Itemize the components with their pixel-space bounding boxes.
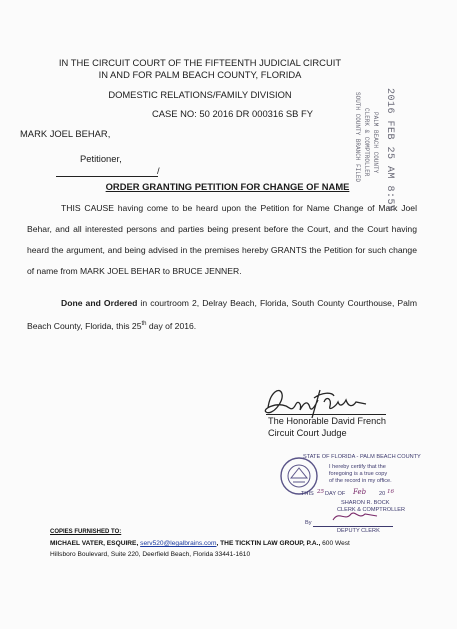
signature-line	[266, 414, 386, 415]
copies-address1: 600 West	[320, 540, 350, 547]
copies-email-link[interactable]: serv520@legalbrains.com	[140, 540, 217, 547]
cert-day-value: 25	[317, 489, 325, 495]
done-ordered-paragraph	[27, 293, 417, 337]
cert-line3: of the record in my office.	[329, 478, 392, 484]
copies-heading: COPIES FURNISHED TO:	[50, 529, 122, 535]
cert-year-value: 16	[387, 489, 395, 495]
cert-line2: foregoing is a true copy	[329, 471, 388, 477]
filing-stamp-branch: SOUTH COUNTY BRANCH FILED	[354, 92, 361, 183]
done-ordered-sup: th	[141, 321, 147, 327]
deputy-signature	[331, 508, 379, 524]
order-title: ORDER GRANTING PETITION FOR CHANGE OF NAME	[105, 181, 350, 192]
filing-stamp-county: PALM BEACH COUNTY	[372, 112, 379, 174]
petitioner-role: Petitioner,	[80, 153, 122, 164]
court-name-line1: IN THE CIRCUIT COURT OF THE FIFTEENTH JUDICIAL CIRCUIT	[58, 57, 342, 68]
case-number: CASE NO: 50 2016 DR 000316 SB FY	[152, 108, 314, 119]
done-ordered-end: day of 2016.	[146, 320, 197, 331]
cert-day-of: DAY OF	[325, 491, 346, 497]
filing-stamp-clerk: CLERK & COMPTROLLER	[363, 108, 370, 177]
county-seal-icon	[279, 456, 319, 496]
cert-line1: I hereby certify that the	[329, 464, 386, 470]
cert-year: 20	[379, 491, 386, 497]
cert-by: By	[305, 520, 312, 526]
done-ordered-text: in courtroom 2, Delray Beach, Florida, South County Courthouse, Palm Beach County, Florida, this 25	[27, 298, 418, 331]
cert-deputy-clerk: DEPUTY CLERK	[337, 528, 380, 534]
judge-title: Circuit Court Judge	[268, 428, 347, 438]
copies-firm: , THE TICKTIN LAW GROUP, P.A.,	[216, 540, 321, 547]
copies-line1	[50, 538, 440, 549]
cert-this: THIS	[301, 491, 314, 497]
order-body-text: THIS CAUSE having come to be heard upon the Petition for Name Change of Mark Joel Behar, and all interested persons and parties being present before the Court, and the Court having heard the argument, and being advised in the premises hereby GRANTS the Petition for such change of name from MARK JOEL BEHAR to BRUCE JENNER.	[27, 203, 417, 276]
copies-furnished	[50, 527, 440, 560]
cert-header: STATE OF FLORIDA - PALM BEACH COUNTY	[303, 454, 421, 460]
filing-stamp-time: 2016 FEB 25 AM 8:59	[384, 88, 395, 212]
done-ordered-bold: Done and Ordered	[61, 298, 138, 308]
cert-month-value: Feb	[353, 488, 367, 496]
order-body	[27, 198, 417, 282]
certification-stamp	[233, 450, 421, 534]
cert-clerk-name: SHARON R. BOCK	[341, 500, 390, 506]
division-label: DOMESTIC RELATIONS/FAMILY DIVISION	[108, 89, 292, 100]
copies-attorney: MICHAEL VATER, ESQUIRE,	[50, 540, 139, 547]
petitioner-name: MARK JOEL BEHAR,	[20, 128, 111, 139]
judge-name: The Honorable David French	[268, 416, 386, 426]
court-name-line2: IN AND FOR PALM BEACH COUNTY, FLORIDA	[98, 69, 302, 80]
cert-clerk-title: CLERK & COMPTROLLER	[337, 507, 406, 513]
petitioner-blank-slash: /	[157, 165, 160, 176]
copies-address2: Hillsboro Boulevard, Suite 220, Deerfield Beach, Florida 33441-1610	[50, 551, 251, 558]
petitioner-blank-line	[56, 175, 158, 177]
